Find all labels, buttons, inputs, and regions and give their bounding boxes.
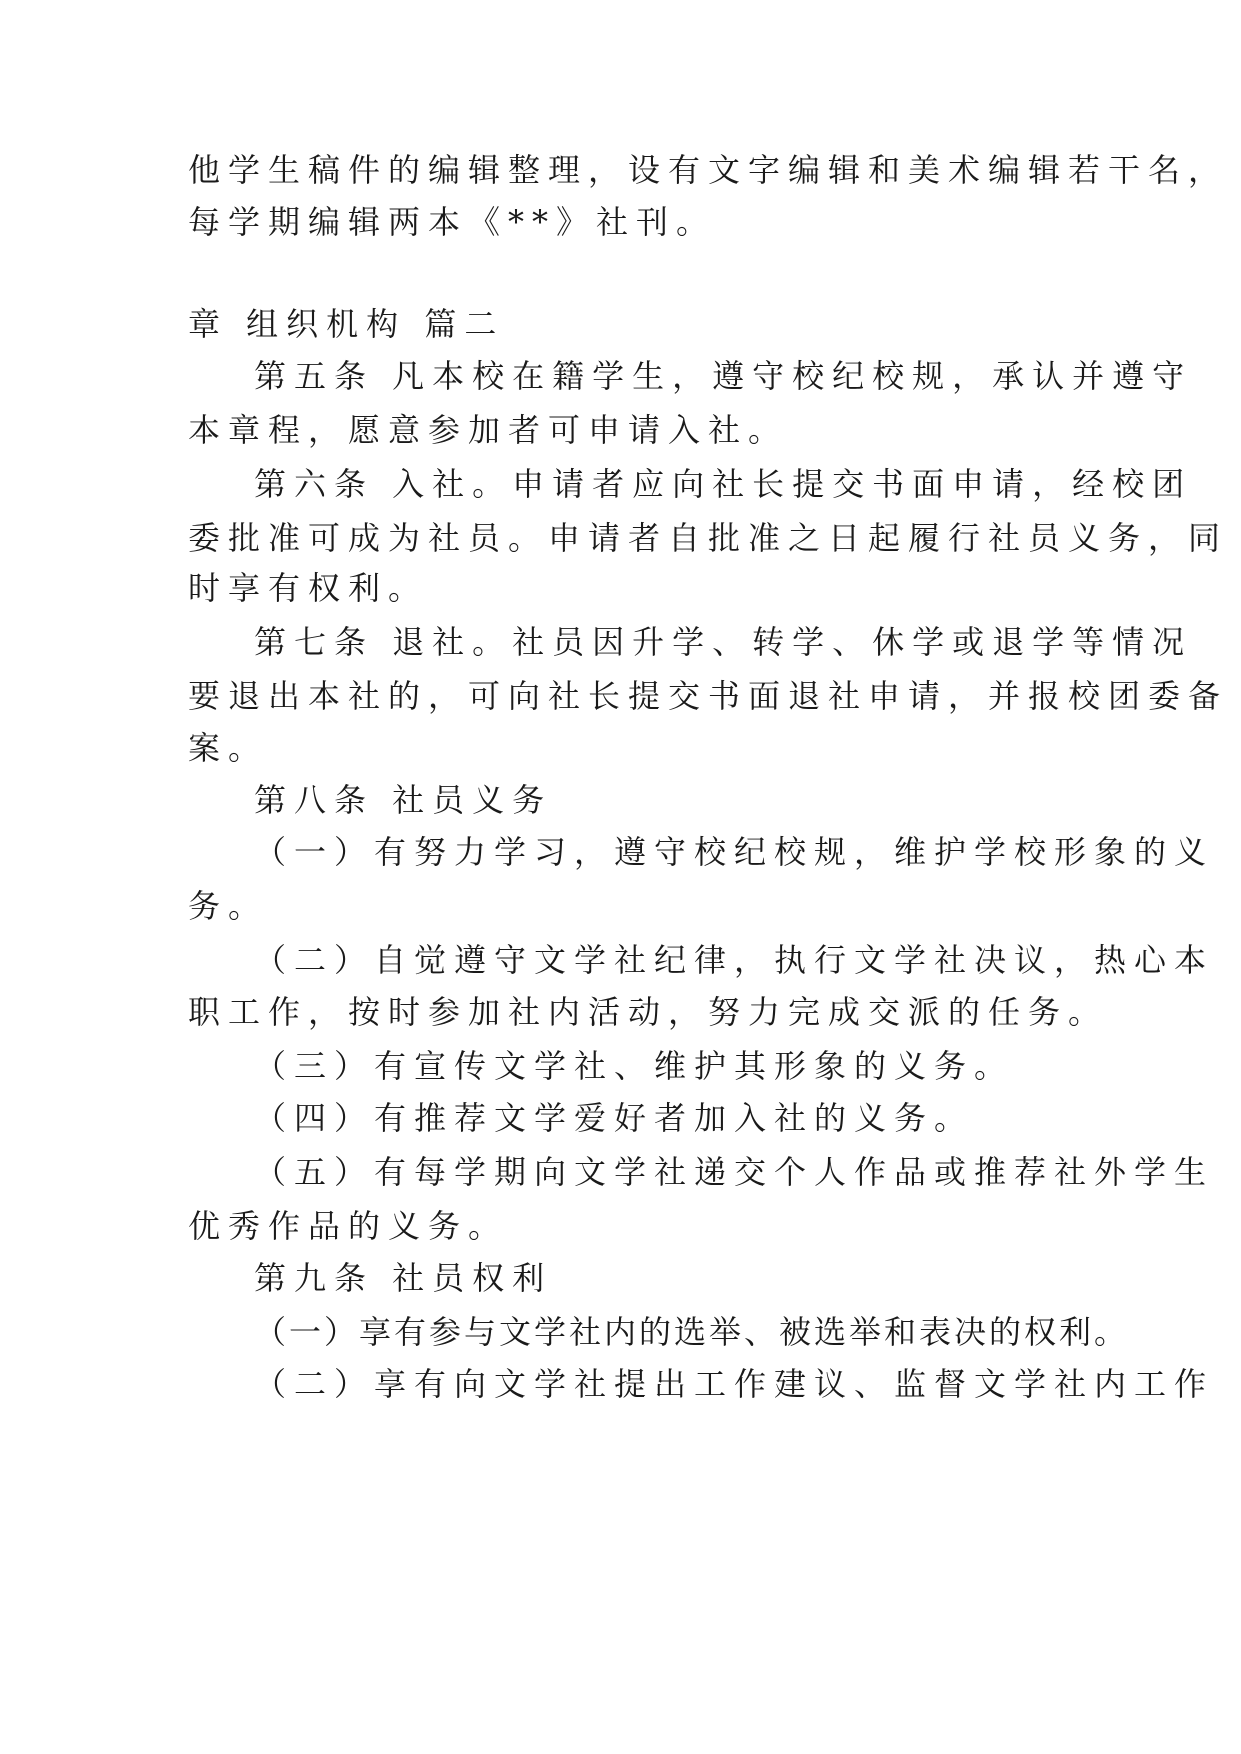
list-item: （五）有每学期向文学社递交个人作品或推荐社外学生 — [254, 1153, 1215, 1191]
text-line: 要退出本社的，可向社长提交书面退社申请，并报校团委备 — [188, 677, 1229, 715]
text-line: 案。 — [188, 729, 269, 767]
article-8-heading: 第八条 社员义务 — [254, 781, 553, 819]
article-5-start: 第五条 凡本校在籍学生，遵守校纪校规，承认并遵守 — [254, 357, 1193, 395]
text-line: 委批准可成为社员。申请者自批准之日起履行社员义务，同 — [188, 519, 1229, 557]
list-item: （一）有努力学习，遵守校纪校规，维护学校形象的义 — [254, 833, 1215, 871]
list-item: （二）自觉遵守文学社纪律，执行文学社决议，热心本 — [254, 941, 1215, 979]
list-item: （三）有宣传文学社、维护其形象的义务。 — [254, 1047, 1015, 1085]
text-line: 务。 — [188, 887, 269, 925]
list-item: （一）享有参与文学社内的选举、被选举和表决的权利。 — [254, 1313, 1130, 1351]
text-line: 他学生稿件的编辑整理，设有文字编辑和美术编辑若干名， — [188, 151, 1229, 189]
text-line: 时享有权利。 — [188, 569, 429, 607]
list-item: （四）有推荐文学爱好者加入社的义务。 — [254, 1099, 975, 1137]
article-9-heading: 第九条 社员权利 — [254, 1259, 553, 1297]
text-line: 每学期编辑两本《**》社刊。 — [188, 203, 717, 241]
article-7-start: 第七条 退社。社员因升学、转学、休学或退学等情况 — [254, 623, 1193, 661]
article-6-start: 第六条 入社。申请者应向社长提交书面申请，经校团 — [254, 465, 1193, 503]
text-line: 本章程，愿意参加者可申请入社。 — [188, 411, 789, 449]
section-heading: 章 组织机构 篇二 — [188, 305, 505, 343]
text-line: 优秀作品的义务。 — [188, 1207, 509, 1245]
text-line: 职工作，按时参加社内活动，努力完成交派的任务。 — [188, 993, 1109, 1031]
list-item: （二）享有向文学社提出工作建议、监督文学社内工作 — [254, 1365, 1215, 1403]
